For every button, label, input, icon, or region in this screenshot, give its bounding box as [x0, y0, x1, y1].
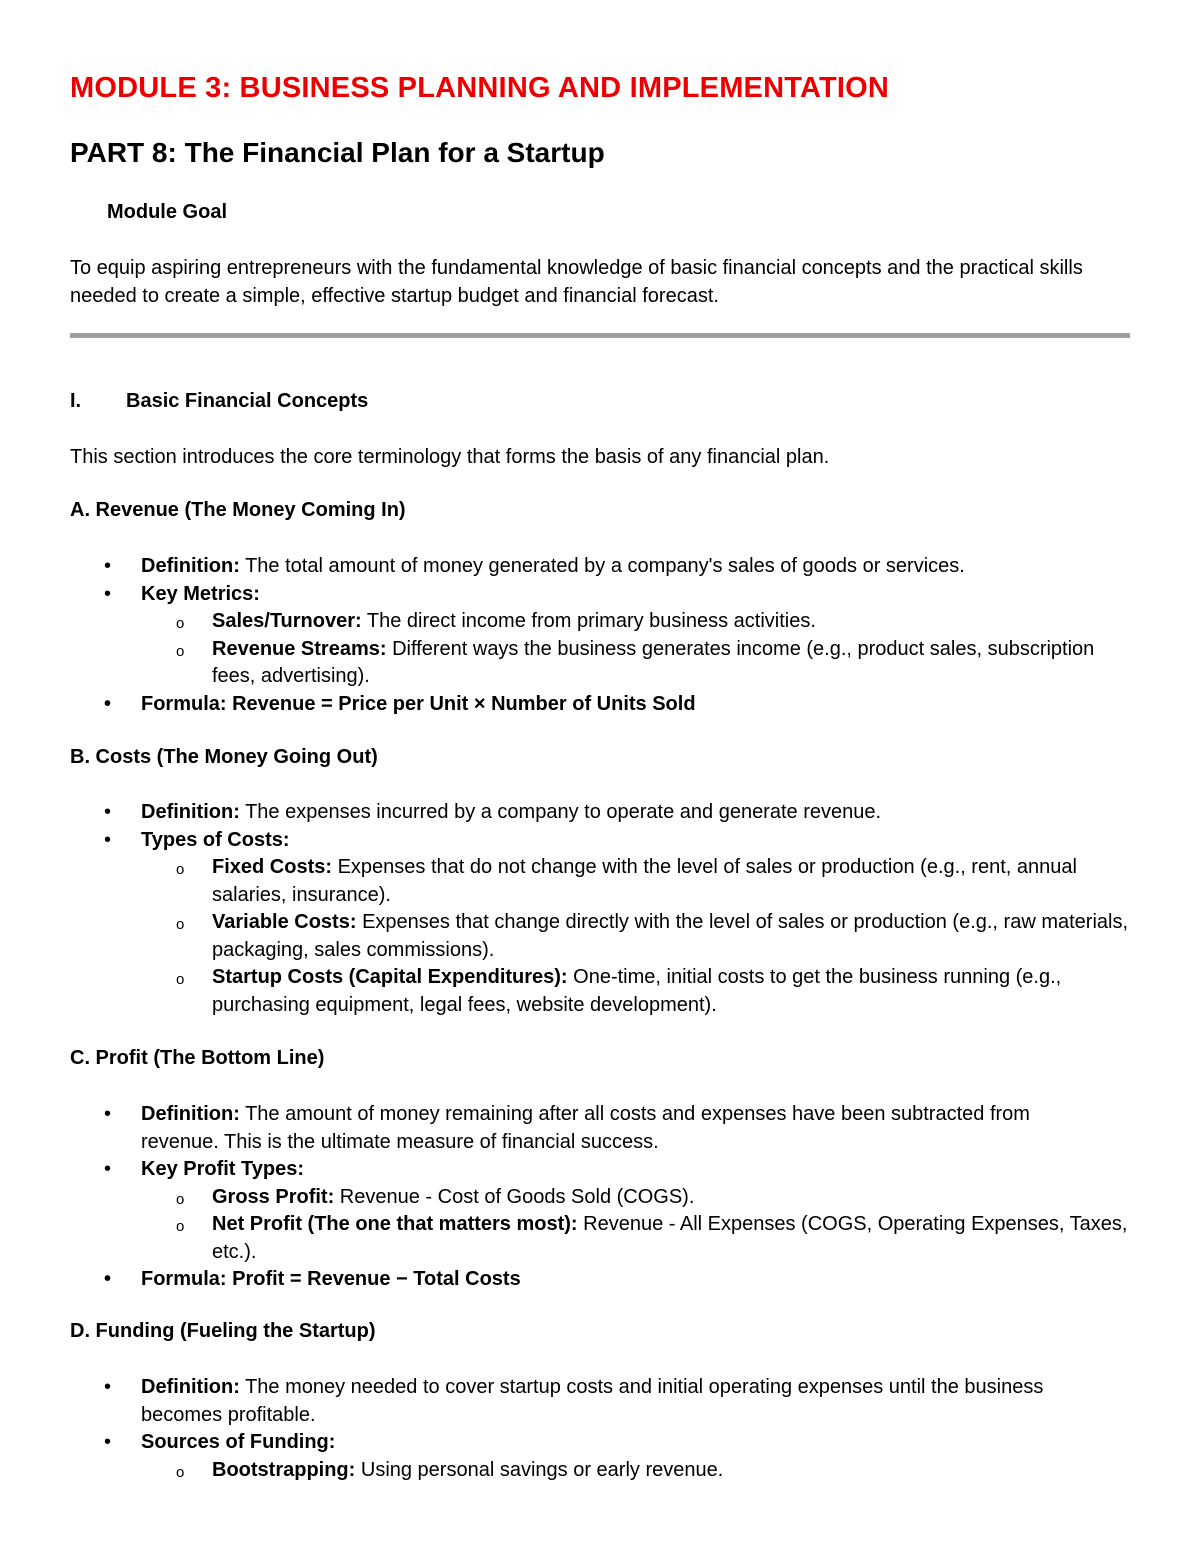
item-text: Revenue - All Expenses (COGS, Operating Expenses, Taxes, etc.).: [212, 1213, 1128, 1263]
item-text: Using personal savings or early revenue.: [355, 1458, 724, 1481]
item-label: Variable Costs:: [212, 911, 357, 933]
funding-list: [0, 1374, 1200, 1484]
revenue-heading: A. Revenue (The Money Coming In): [70, 499, 406, 521]
section-heading: [70, 390, 368, 413]
list-item: [0, 909, 1132, 964]
item-label: Fixed Costs:: [212, 856, 333, 878]
item-text: Expenses that do not change with the level of sales or production (e.g., rent, annual salaries, insurance).: [212, 856, 1077, 906]
list-item: [0, 1457, 1132, 1485]
item-label: Key Profit Types:: [141, 1158, 304, 1180]
list-item: [0, 636, 1132, 691]
item-label: Sales/Turnover:: [212, 610, 362, 632]
list-item: [0, 1101, 1041, 1156]
item-text: Revenue - Cost of Goods Sold (COGS).: [334, 1185, 695, 1208]
item-label: Sources of Funding:: [141, 1431, 336, 1453]
item-text: The total amount of money generated by a company's sales of goods or services.: [239, 555, 965, 577]
list-item: [0, 827, 1200, 855]
item-text: The amount of money remaining after all costs and expenses have been subtracted from revenue. This is the ultimate measure of financial success.: [141, 1103, 1030, 1153]
revenue-list: [0, 553, 1200, 718]
item-label: Types of Costs:: [141, 828, 290, 851]
costs-heading: B. Costs (The Money Going Out): [70, 746, 378, 768]
list-item: [0, 1429, 1200, 1457]
item-text: The direct income from primary business activities.: [361, 610, 816, 632]
item-label: Net Profit (The one that matters most):: [212, 1213, 578, 1235]
item-text: The expenses incurred by a company to operate and generate revenue.: [239, 801, 882, 823]
list-item: [0, 1156, 1200, 1184]
section-title: Basic Financial Concepts: [126, 390, 369, 412]
module-title: MODULE 3: BUSINESS PLANNING AND IMPLEMENTATION: [70, 72, 890, 104]
item-label: Key Metrics:: [141, 582, 260, 605]
list-item: [0, 608, 1132, 636]
item-label: Definition:: [141, 801, 240, 823]
item-label: Definition:: [141, 1376, 240, 1398]
item-label: Bootstrapping:: [212, 1458, 356, 1481]
section-intro: This section introduces the core terminology that forms the basis of any financial plan.: [70, 446, 830, 468]
item-label: Revenue Streams:: [212, 637, 387, 660]
horizontal-divider: [70, 333, 1130, 338]
list-item: [0, 964, 1132, 1019]
item-label: Definition:: [141, 555, 240, 577]
profit-heading: C. Profit (The Bottom Line): [70, 1047, 325, 1069]
funding-heading: D. Funding (Fueling the Startup): [70, 1320, 376, 1342]
item-label: Definition:: [141, 1103, 240, 1125]
module-goal-text: To equip aspiring entrepreneurs with the fundamental knowledge of basic financial concepts and the practical skills needed to create a simple, effective startup budget and financial forecast.: [70, 257, 1083, 307]
item-text: One-time, initial costs to get the business running (e.g., purchasing equipment, legal fees, website development).: [212, 966, 1062, 1016]
item-text: Different ways the business generates income (e.g., product sales, subscription fees, advertising).: [212, 637, 1095, 687]
module-goal-heading: Module Goal: [107, 201, 227, 223]
list-item: [0, 581, 1200, 609]
list-item: [0, 854, 1132, 909]
part-title: PART 8: The Financial Plan for a Startup: [70, 137, 605, 168]
formula: • Formula: Profit = Revenue − Total Costs: [0, 1266, 1200, 1294]
section-number: I.: [70, 390, 82, 412]
list-item: [0, 553, 1200, 581]
costs-list: [0, 799, 1200, 1019]
list-item: [0, 1374, 1121, 1429]
item-text: The money needed to cover startup costs and initial operating expenses until the business becomes profitable.: [141, 1376, 1044, 1426]
list-item: [0, 1211, 1132, 1266]
list-item: [0, 799, 1200, 827]
item-label: Gross Profit:: [212, 1185, 335, 1208]
item-label: Startup Costs (Capital Expenditures):: [212, 966, 568, 988]
formula: • Formula: Revenue = Price per Unit × Number of Units Sold: [0, 691, 1200, 719]
list-item: [0, 1184, 1132, 1212]
item-text: Expenses that change directly with the level of sales or production (e.g., raw materials, packaging, sales commissions).: [212, 911, 1129, 961]
profit-list: [0, 1101, 1200, 1294]
